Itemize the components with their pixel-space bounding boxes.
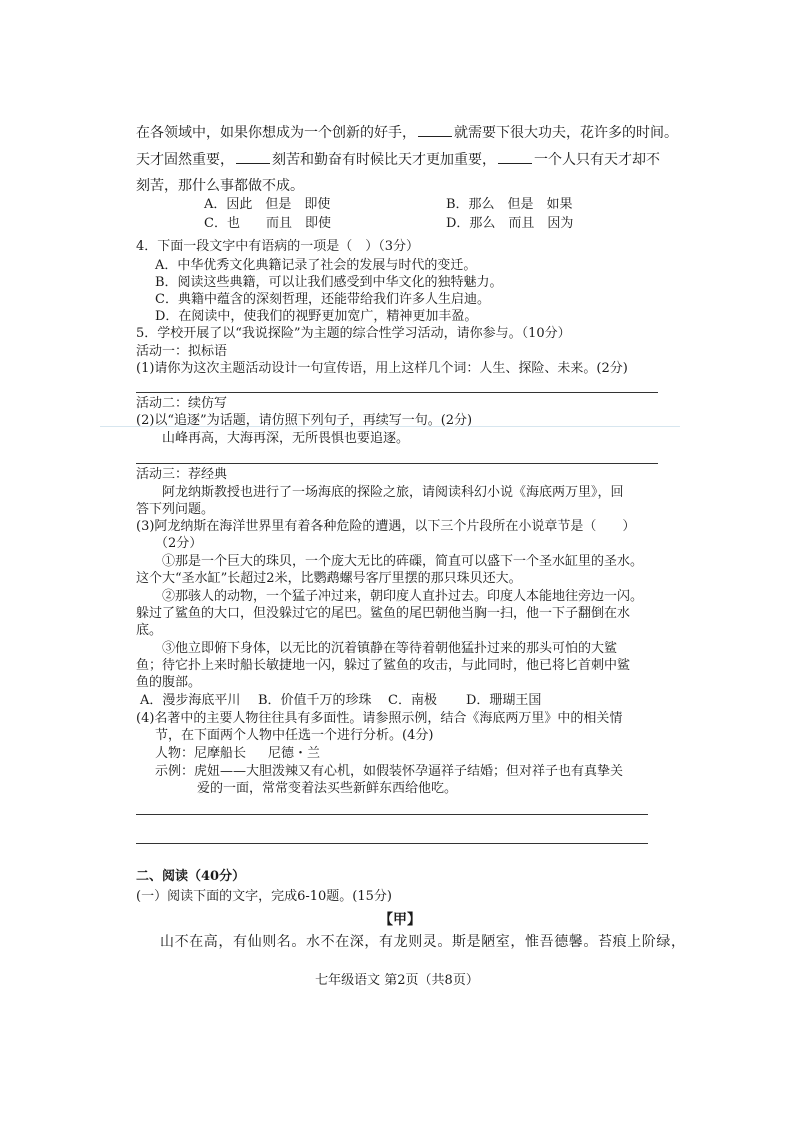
q4b-stem-1: (4)名著中的主要人物往往具有多面性。请参照示例，结合《海底两万里》中的相关情 xyxy=(136,711,623,726)
answer-line-4[interactable] xyxy=(136,843,648,844)
answer-blank-2[interactable] xyxy=(236,151,270,164)
fragment-3-line-2: 鱼；待它扑上来时船长敏捷地一闪，躲过了鲨鱼的攻击，与此同时，他已将匕首刺中鲨 xyxy=(136,658,631,673)
page-footer: 七年级语文 第2页（共8页） xyxy=(315,973,479,988)
intro-line-2b: 刻苦和勤奋有时候比天才更加重要， xyxy=(272,152,496,168)
intro-line-2a: 天才固然重要， xyxy=(136,152,234,168)
activity-3-title: 活动三：荐经典 xyxy=(136,467,228,482)
q4-stem: 4．下面一段文字中有语病的一项是（ ）（3分） xyxy=(136,239,420,254)
option-b[interactable]: B．那么 但是 如果 xyxy=(446,197,573,212)
answer-line-1[interactable] xyxy=(136,392,658,393)
q3-option-a[interactable]: A．漫步海底平川 xyxy=(140,693,241,708)
q4-option-d[interactable]: D．在阅读中，使我们的视野更加宽广，精神更加丰盈。 xyxy=(155,309,478,324)
answer-blank-1[interactable] xyxy=(418,124,452,137)
fragment-2-line-2: 躲过了鲨鱼的大口，但没躲过它的尾巴。鲨鱼的尾巴朝他当胸一扫，他一下子翻倒在水 xyxy=(136,606,631,621)
intro-line-1 xyxy=(136,124,678,142)
q4-option-b[interactable]: B．阅读这些典籍，可以让我们感受到中华文化的独特魅力。 xyxy=(155,275,503,290)
persons-line xyxy=(155,745,320,763)
answer-line-3[interactable] xyxy=(136,814,648,815)
activity-3-intro-2: 答下列问题。 xyxy=(136,502,215,517)
activity-3-intro-1: 阿龙纳斯教授也进行了一场海底的探险之旅，请阅读科幻小说《海底两万里》，回 xyxy=(162,485,624,500)
intro-line-1b: 就需要下很大功夫，花许多的时间。 xyxy=(454,125,678,141)
option-a[interactable]: A．因此 但是 即使 xyxy=(204,197,331,212)
q3-stem-1: (3)阿龙纳斯在海洋世界里有着各种危险的遭遇，以下三个片段所在小说章节是（ ） xyxy=(136,519,636,534)
intro-line-1a: 在各领域中，如果你想成为一个创新的好手， xyxy=(136,125,416,141)
intro-line-2c: 一个人只有天才却不 xyxy=(534,152,660,168)
fragment-3-line-1: ③他立即俯下身体，以无比的沉着镇静在等待着朝他猛扑过来的那头可怕的大鲨 xyxy=(162,641,618,656)
example-line-1: 示例：虎妞——大胆泼辣又有心机，如假装怀孕逼祥子结婚；但对祥子也有真挚关 xyxy=(155,764,624,779)
fragment-1-line-1: ①那是一个巨大的珠贝，一个庞大无比的砗磲，简直可以盛下一个圣水缸里的圣水。 xyxy=(162,554,644,569)
intro-line-3: 刻苦，那什么事都做不成。 xyxy=(136,178,304,194)
answer-blank-3[interactable] xyxy=(498,151,532,164)
example-line-2: 爱的一面，常常变着法买些新鲜东西给他吃。 xyxy=(197,781,458,796)
q3-stem-2: （2分） xyxy=(155,536,203,551)
q3-option-d[interactable]: D．珊瑚王国 xyxy=(466,693,542,708)
q5-stem: 5．学校开展了以“我说探险”为主题的综合性学习活动，请你参与。（10分） xyxy=(136,326,571,341)
activity-2-example: 山峰再高，大海再深，无所畏惧也要追逐。 xyxy=(162,431,410,446)
fragment-2-line-3: 底。 xyxy=(136,623,163,638)
q4-option-c[interactable]: C．典籍中蕴含的深刻哲理，还能带给我们许多人生启迪。 xyxy=(155,292,490,307)
q4b-stem-2: 节，在下面两个人物中任选一个进行分析。(4分) xyxy=(155,728,434,743)
section-2-title: 二、阅读（40分） xyxy=(136,869,246,884)
fragment-1-line-2: 这个大“圣水缸”长超过2米，比鹦鹉螺号客厅里摆的那只珠贝还大。 xyxy=(136,571,522,586)
q3-option-c[interactable]: C．南极 xyxy=(388,693,437,708)
option-d[interactable]: D．那么 而且 因为 xyxy=(446,216,574,231)
q3-option-b[interactable]: B．价值千万的珍珠 xyxy=(258,693,372,708)
activity-2-question: (2)以“追逐”为话题，请仿照下列句子，再续写一句。(2分) xyxy=(136,413,473,428)
option-c[interactable]: C．也 而且 即使 xyxy=(204,216,331,231)
intro-line-2 xyxy=(136,151,660,169)
answer-line-2[interactable] xyxy=(136,463,658,464)
passage-text: 山不在高，有仙则名。水不在深，有龙则灵。斯是陋室，惟吾德馨。苔痕上阶绿， xyxy=(160,934,686,950)
fragment-3-line-3: 鱼的腹部。 xyxy=(136,675,202,690)
q4-option-a[interactable]: A．中华优秀文化典籍记录了社会的发展与时代的变迁。 xyxy=(155,258,477,273)
fragment-2-line-1: ②那骇人的动物，一个猛子冲过来，朝印度人直扑过去。印度人本能地往旁边一闪。 xyxy=(162,589,644,604)
activity-1-question: (1)请你为这次主题活动设计一句宣传语，用上这样几个词：人生、探险、未来。(2分) xyxy=(136,361,628,376)
section-2-sub: (一）阅读下面的文字，完成6-10题。(15分) xyxy=(136,889,392,904)
passage-jia-label: 【甲】 xyxy=(379,912,421,928)
person-ned-land: 尼德・兰 xyxy=(268,746,321,761)
activity-2-title: 活动二：续仿写 xyxy=(136,396,228,411)
person-nemo: 人物：尼摩船长 xyxy=(155,746,247,761)
activity-1-title: 活动一：拟标语 xyxy=(136,344,228,359)
